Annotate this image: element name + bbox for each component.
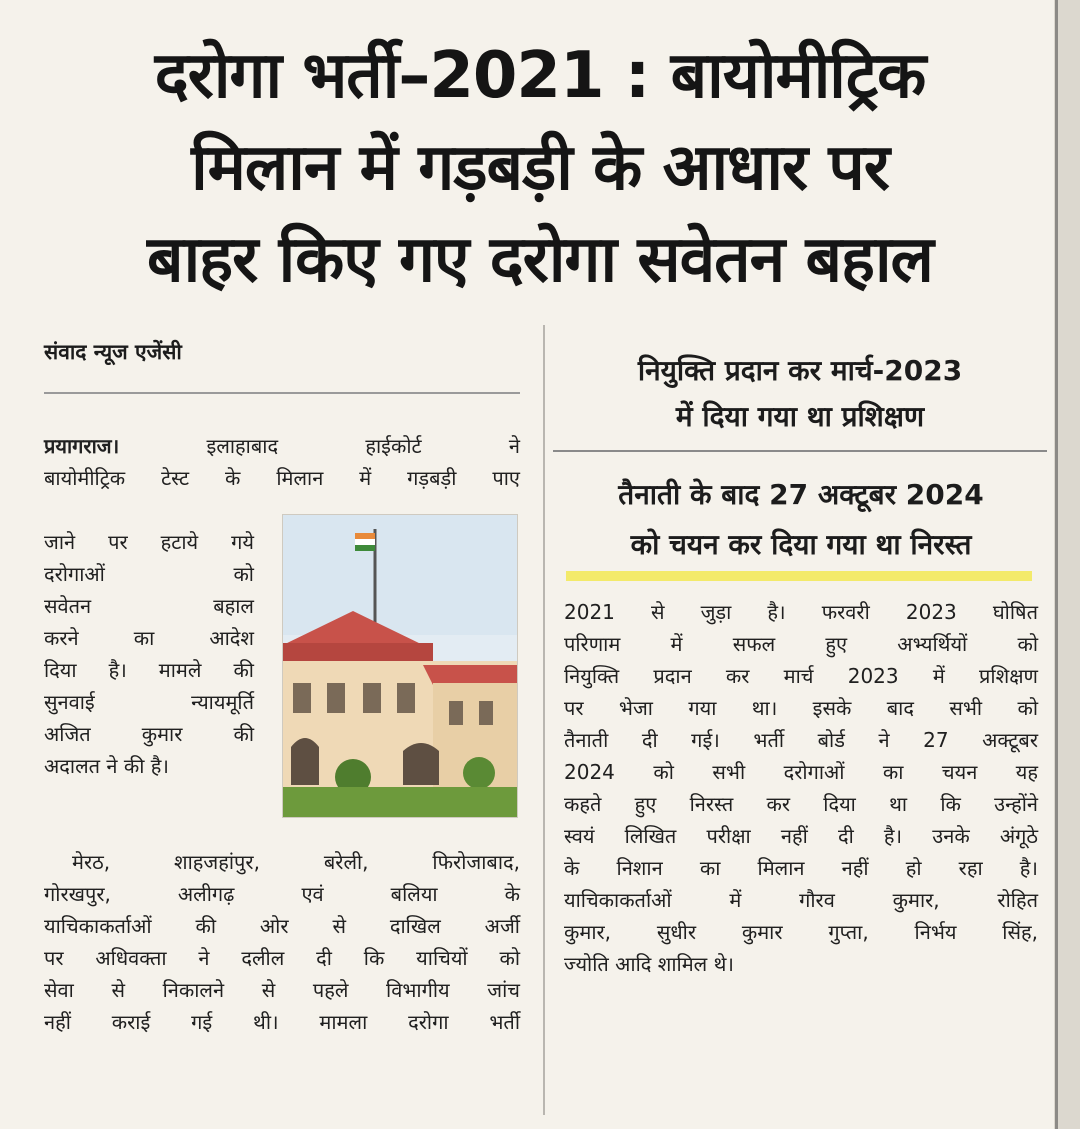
text-line: नहीं कराई गई थी। मामला दरोगा भर्ती [44, 1010, 520, 1034]
text-line: गोरखपुर, अलीगढ़ एवं बलिया के [44, 882, 520, 906]
text-line: जाने पर हटाये गये [44, 530, 254, 554]
text-line: परिणाम में सफल हुए अभ्यर्थियों को [564, 632, 1038, 656]
text-line: अदालत ने की है। [44, 754, 169, 778]
text-line: पर अधिवक्ता ने दलील दी कि याचियों को [44, 946, 520, 970]
text-line: कहते हुए निरस्त कर दिया था कि उन्होंने [564, 792, 1038, 816]
headline [40, 30, 1040, 306]
text-line: अजित कुमार की [44, 722, 254, 746]
page-edge-line [1055, 0, 1058, 1129]
text-line: सवेतन बहाल [44, 594, 254, 618]
headline-line-3: बाहर किए गए दरोगा सवेतन बहाल [147, 223, 933, 297]
lead-line-1 [44, 430, 520, 462]
lead-paragraph [44, 430, 520, 494]
lead-wrap-text [44, 526, 254, 782]
text-line: तैनाती दी गई। भर्ती बोर्ड ने 27 अक्टूबर [564, 728, 1038, 752]
text-line: दरोगाओं को [44, 562, 254, 586]
high-court-building-photo [282, 514, 518, 818]
text-line: करने का आदेश [44, 626, 254, 650]
dateline: प्रयागराज। [44, 434, 120, 458]
text-line: पर भेजा गया था। इसके बाद सभी को [564, 696, 1038, 720]
subheading-cancellation-line-1: तैनाती के बाद 27 अक्टूबर 2024 [618, 478, 984, 511]
text-line: नियुक्ति प्रदान कर मार्च 2023 में प्रशिक्षण [564, 664, 1038, 688]
text-line: याचिकाकर्ताओं की ओर से दाखिल अर्जी [44, 914, 520, 938]
headline-line-1: दरोगा भर्ती–2021 : बायोमीट्रिक [154, 39, 926, 113]
text-line: सेवा से निकालने से पहले विभागीय जांच [44, 978, 520, 1002]
lead-line-2: बायोमीट्रिक टेस्ट के मिलान में गड़बड़ी पाए [44, 466, 520, 490]
text-line: मेरठ, शाहजहांपुर, बरेली, फिरोजाबाद, [72, 850, 520, 874]
subheading-training-line-2: में दिया गया था प्रशिक्षण [675, 400, 925, 433]
right-column-text [564, 596, 1038, 980]
text-line: 2024 को सभी दरोगाओं का चयन यह [564, 760, 1038, 784]
subheading-cancellation [556, 470, 1046, 570]
building-illustration [283, 515, 517, 817]
text-line: 2021 से जुड़ा है। फरवरी 2023 घोषित [564, 600, 1038, 624]
subheading-training [560, 348, 1040, 440]
byline-divider [44, 392, 520, 394]
headline-line-2: मिलान में गड़बड़ी के आधार पर [191, 131, 889, 205]
text-line: दिया है। मामले की [44, 658, 254, 682]
byline: संवाद न्यूज एजेंसी [44, 340, 182, 364]
text-line: ज्योति आदि शामिल थे। [564, 952, 734, 976]
text-line: के निशान का मिलान नहीं हो रहा है। [564, 856, 1038, 880]
column-divider [543, 325, 545, 1115]
text-line: कुमार, सुधीर कुमार गुप्ता, निर्भय सिंह, [564, 920, 1038, 944]
highlight-bar [566, 571, 1032, 581]
text-line: याचिकाकर्ताओं में गौरव कुमार, रोहित [564, 888, 1038, 912]
subheading-training-line-1: नियुक्ति प्रदान कर मार्च-2023 [637, 354, 963, 387]
lead-line-1-text: इलाहाबाद हाईकोर्ट ने [206, 434, 520, 458]
text-line: सुनवाई न्यायमूर्ति [44, 690, 254, 714]
second-paragraph [44, 846, 520, 1038]
subheading-divider [553, 450, 1047, 452]
subheading-cancellation-line-2: को चयन कर दिया गया था निरस्त [630, 528, 972, 561]
text-line: स्वयं लिखित परीक्षा नहीं दी है। उनके अंगूठे [564, 824, 1038, 848]
